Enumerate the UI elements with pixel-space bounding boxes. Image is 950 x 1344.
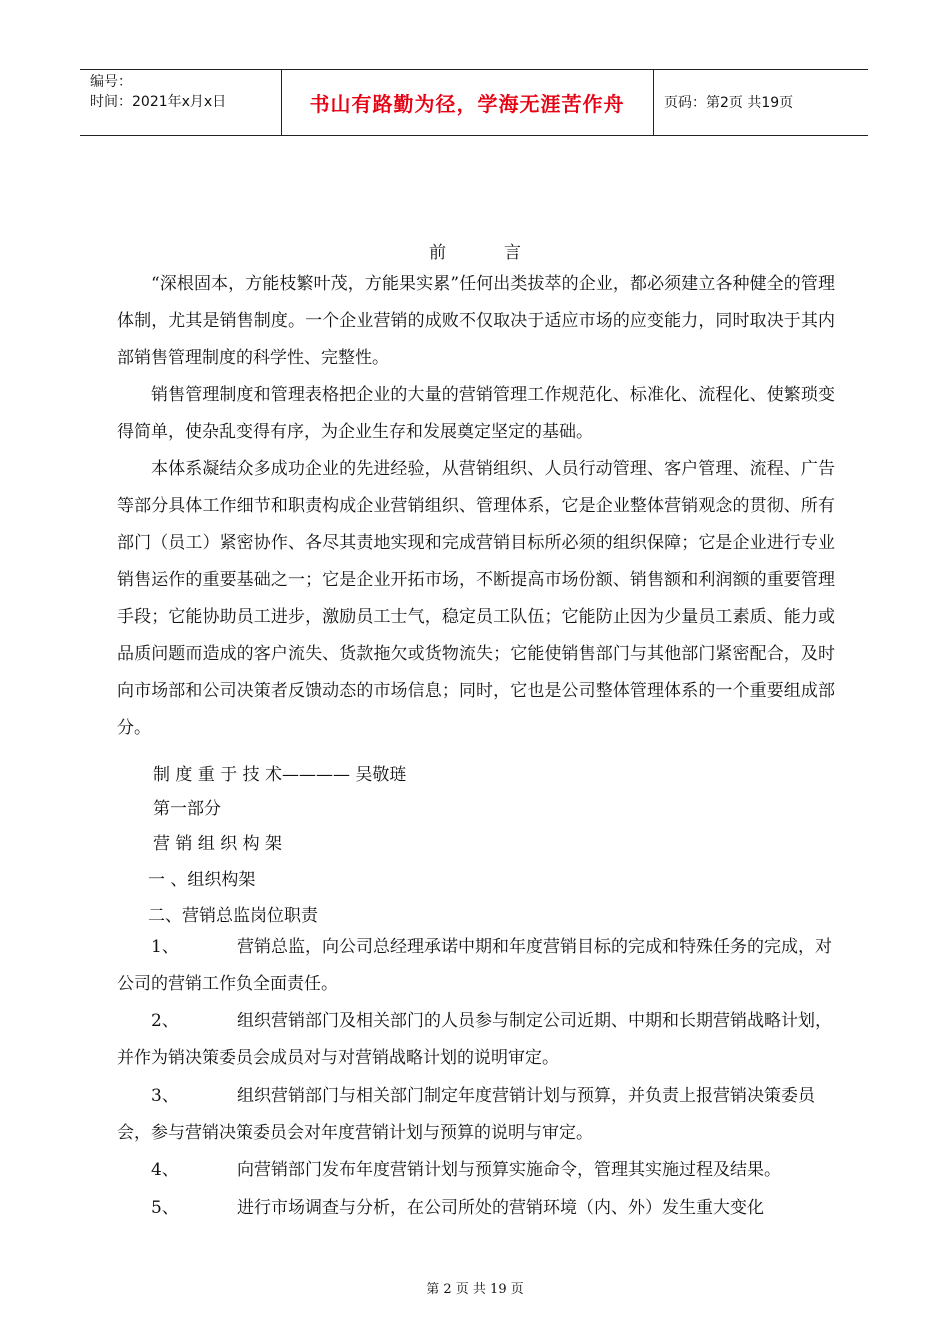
section-heading-2: 二、营销总监岗位职责 [148, 906, 318, 926]
preface-paragraph-1: “深根固本，方能枝繁叶茂，方能果实累”任何出类拔萃的企业，都必须建立各种健全的管理体制，尤其是销售制度。一个企业营销的成败不仅取决于适应市场的应变能力，同时取决于其内部销售管理制度的科学性、完整性。 [117, 274, 835, 368]
list-item [117, 1152, 835, 1189]
item-text: 组织营销部门及相关部门的人员参与制定公司近期、中期和长期营销战略计划，并作为销决策委员会成员对与对营销战略计划的说明审定。 [117, 1011, 832, 1068]
header-meta [90, 72, 226, 112]
header-top-rule [80, 69, 868, 70]
preface-body [117, 266, 835, 747]
item-number: 1、 [151, 937, 179, 957]
section-heading-1: 一 、组织构架 [148, 870, 256, 890]
list-item [117, 1078, 835, 1152]
doc-time-label: 时间：2021年x月x日 [90, 94, 227, 110]
list-item [117, 1003, 835, 1077]
header-page-info: 页码：第2页 共19页 [664, 95, 794, 111]
title-char-right: 言 [504, 243, 521, 263]
part-heading: 第一部分 [153, 799, 221, 819]
title-char-left: 前 [429, 243, 446, 263]
doc-number-label: 编号： [90, 74, 132, 90]
item-text: 进行市场调查与分析，在公司所处的营销环境（内、外）发生重大变化 [237, 1198, 764, 1218]
part-title: 营 销 组 织 构 架 [153, 834, 283, 854]
list-item [117, 929, 835, 1003]
item-number: 5、 [151, 1198, 179, 1218]
item-text: 向营销部门发布年度营销计划与预算实施命令，管理其实施过程及结果。 [237, 1160, 781, 1180]
page-title [0, 238, 950, 263]
item-text: 营销总监，向公司总经理承诺中期和年度营销目标的完成和特殊任务的完成，对公司的营销工作负全面责任。 [117, 937, 832, 994]
preface-paragraph-3: 本体系凝结众多成功企业的先进经验，从营销组织、人员行动管理、客户管理、流程、广告等部分具体工作细节和职责构成企业营销组织、管理体系，它是企业整体营销观念的贯彻、所有部门（员工）紧密协作、各尽其责地实现和完成营销目标所必须的组织保障；它是企业进行专业销售运作的重要基础之一；它是企业开拓市场，不断提高市场份额、销售额和利润额的重要管理手段；它能协助员工进步，激励员工士气，稳定员工队伍；它能防止因为少量员工素质、能力或品质问题而造成的客户流失、货款拖欠或货物流失；它能使销售部门与其他部门紧密配合，及时向市场部和公司决策者反馈动态的市场信息；同时，它也是公司整体管理体系的一个重要组成部分。 [117, 459, 835, 738]
header-motto: 书山有路勤为径，学海无涯苦作舟 [309, 92, 625, 116]
header-bottom-rule [80, 135, 868, 136]
item-number: 3、 [151, 1086, 179, 1106]
page-footer: 第 2 页 共 19 页 [426, 1282, 524, 1297]
header-divider-right [653, 69, 654, 135]
item-text: 组织营销部门与相关部门制定年度营销计划与预算，并负责上报营销决策委员会，参与营销决策委员会对年度营销计划与预算的说明与审定。 [117, 1086, 815, 1143]
item-number: 2、 [151, 1011, 179, 1031]
list-item [117, 1190, 835, 1227]
item-number: 4、 [151, 1160, 179, 1180]
motto-line: 制 度 重 于 技 术———— 吴敬琏 [153, 765, 407, 785]
preface-paragraph-2: 销售管理制度和管理表格把企业的大量的营销管理工作规范化、标准化、流程化、使繁琐变得简单，使杂乱变得有序，为企业生存和发展奠定坚定的基础。 [117, 385, 835, 442]
